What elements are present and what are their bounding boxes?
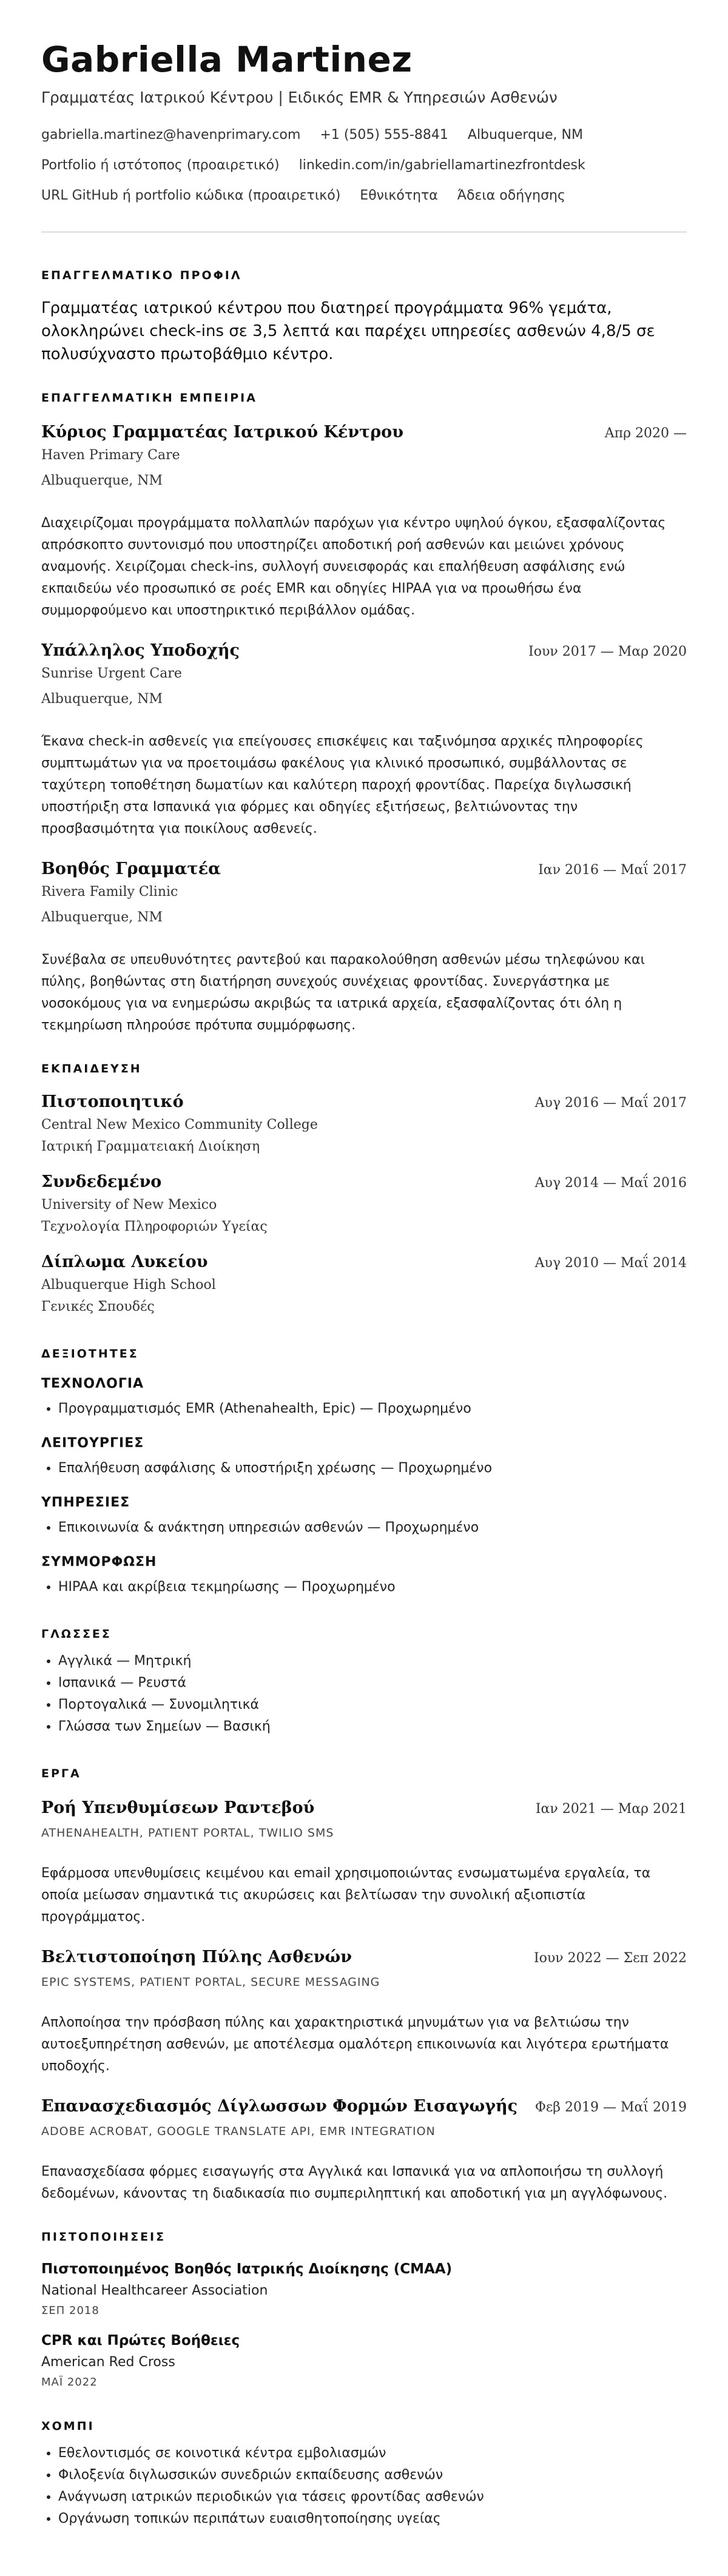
job-company: Haven Primary Care (41, 448, 180, 463)
skill-item: • HIPAA και ακρίβεια τεκμηρίωσης — Προχωρημένο (58, 1576, 687, 1598)
contact-row-extra (41, 187, 687, 205)
education-entry-head (41, 1171, 687, 1193)
project-entry (41, 2096, 687, 2205)
education-entry-head (41, 1091, 687, 1113)
project-tech: EPIC SYSTEMS, PATIENT PORTAL, SECURE MESSAGING (41, 1976, 380, 1989)
language-list (41, 1650, 687, 1738)
skill-item: • Επαλήθευση ασφάλισης & υποστήριξη χρέωσης — Προχωρημένο (58, 1458, 687, 1479)
education-entry (41, 1171, 687, 1237)
linkedin-link[interactable]: linkedin.com/in/gabriellamartinezfrontdesk (298, 158, 585, 173)
certification-name: CPR και Πρώτες Βοήθειες (41, 2333, 240, 2349)
experience-entry (41, 640, 687, 840)
projects-title: ΕΡΓΑ (41, 1767, 81, 1780)
skill-category-title: ΤΕΧΝΟΛΟΓΙΑ (41, 1376, 144, 1391)
email-link[interactable]: gabriella.martinez@havenprimary.com (41, 127, 301, 143)
skill-item: • Επικοινωνία & ανάκτηση υπηρεσιών ασθενών — Προχωρημένο (58, 1517, 687, 1539)
certification-date: ΜΑΪ 2022 (41, 2376, 98, 2389)
project-name: Ροή Υπενθυμίσεων Ραντεβού (41, 1798, 315, 1817)
skill-category-title: ΣΥΜΜΟΡΦΩΣΗ (41, 1555, 157, 1570)
project-dates: Φεβ 2019 — Μαΐ 2019 (534, 2100, 687, 2115)
job-company: Sunrise Urgent Care (41, 666, 182, 681)
candidate-headline: Γραμματέας Ιατρικού Κέντρου | Ειδικός EMR & Υπηρεσιών Ασθενών (41, 89, 558, 106)
project-tech: ADOBE ACROBAT, GOOGLE TRANSLATE API, EMR INTEGRATION (41, 2125, 436, 2138)
job-description: Έκανα check-in ασθενείς για επείγουσες επισκέψεις και ταξινόμησα αρχικές πληροφορίες συμπτωμάτων για να προετοιμάσω φακέλους για κλινικό προσωπικό, συμβάλλοντας σε ταχύτερη τοποθέτηση δωματίων και καλύτερη παροχή φροντίδας. Παρείχα διγλωσσική υποστήριξη στα Ισπανικά για φόρμες και οδηγίες εξιτήσεως, βελτιώνοντας την προσβασιμότητα για ποικίλους ασθενείς. (41, 734, 644, 836)
certification-issuer: National Healthcareer Association (41, 2283, 268, 2298)
skill-category-title: ΛΕΙΤΟΥΡΓΙΕΣ (41, 1436, 144, 1451)
project-entry-head (41, 1946, 687, 1968)
hobbies-section (41, 2418, 687, 2530)
experience-entry (41, 422, 687, 622)
job-title: Κύριος Γραμματέας Ιατρικού Κέντρου (41, 423, 403, 442)
experience-title: ΕΠΑΓΓΕΛΜΑΤΙΚΗ ΕΜΠΕΙΡΙΑ (41, 391, 257, 405)
resume-header (41, 38, 687, 205)
language-item: • Αγγλικά — Μητρική (58, 1650, 687, 1672)
hobby-item: • Ανάγνωση ιατρικών περιοδικών για τάσεις φροντίδας ασθενών (58, 2486, 687, 2508)
education-entry-head (41, 1251, 687, 1273)
hobby-item: • Οργάνωση τοπικών περιπάτων ευαισθητοποίησης υγείας (58, 2508, 687, 2530)
hobby-list (41, 2443, 687, 2530)
certifications-section (41, 2229, 687, 2390)
profile-summary: Γραμματέας ιατρικού κέντρου που διατηρεί προγράμματα 96% γεμάτα, ολοκληρώνει check-ins σε 3,5 λεπτά και παρέχει υπηρεσίες ασθενών 4,8/5 σε πολυσύχναστο πρωτοβάθμιο κέντρο. (41, 299, 655, 363)
job-location: Albuquerque, NM (41, 910, 163, 925)
job-description: Διαχειρίζομαι προγράμματα πολλαπλών παρόχων για κέντρο υψηλού όγκου, εξασφαλίζοντας απρόσκοπτο συντονισμό που υποστηρίζει αποδοτική ροή ασθενών και μειώνει χρόνους αναμονής. Χειρίζομαι check-ins, συλλογή συνεισφοράς και επαλήθευση ασφάλισης ενώ εκπαιδεύω νέο προσωπικό σε ροές EMR και οδηγίες HIPAA για να προωθήσω ένα συμμορφούμενο και υποστηρικτικό περιβάλλον ομάδας. (41, 516, 666, 618)
job-title: Υπάλληλος Υποδοχής (41, 641, 240, 660)
school-name: Central New Mexico Community College (41, 1117, 318, 1132)
certification-date: ΣΕΠ 2018 (41, 2304, 99, 2317)
languages-section (41, 1626, 687, 1738)
skill-list (41, 1517, 687, 1539)
project-entry-head (41, 1797, 687, 1819)
job-dates: Ιαν 2016 — Μαΐ 2017 (538, 863, 687, 878)
project-dates: Ιουν 2022 — Σεπ 2022 (533, 1951, 687, 1966)
project-name: Βελτιστοποίηση Πύλης Ασθενών (41, 1948, 352, 1966)
job-description: Συνέβαλα σε υπευθυνότητες ραντεβού και παρακολούθηση ασθενών μέσω τηλεφώνου και πύλης, βοηθώντας στη διατήρηση συνεχούς συνέχειας φροντίδας. Συνεργάστηκα με νοσοκόμους για να ενημερώσω ακριβώς τα ιατρικά αρχεία, εξασφαλίζοντας ότι όλη η τεκμηρίωση πληρούσε πρότυπα συμμόρφωσης. (41, 952, 645, 1033)
certification-name: Πιστοποιημένος Βοηθός Ιατρικής Διοίκησης (CMAA) (41, 2261, 453, 2277)
language-item: • Γλώσσα των Σημείων — Βασική (58, 1716, 687, 1738)
degree-title: Πιστοποιητικό (41, 1092, 184, 1111)
education-dates: Αυγ 2016 — Μαΐ 2017 (534, 1095, 687, 1111)
skill-item: • Προγραμματισμός EMR (Athenahealth, Epic) — Προχωρημένο (58, 1398, 687, 1420)
job-location: Albuquerque, NM (41, 473, 163, 488)
skill-category-title: ΥΠΗΡΕΣΙΕΣ (41, 1495, 130, 1510)
skill-list (41, 1398, 687, 1420)
skill-list (41, 1458, 687, 1479)
profile-title: ΕΠΑΓΓΕΛΜΑΤΙΚΟ ΠΡΟΦΙΛ (41, 269, 242, 282)
education-title: ΕΚΠΑΙΔΕΥΣΗ (41, 1062, 142, 1075)
degree-title: Δίπλωμα Λυκείου (41, 1253, 208, 1271)
education-dates: Αυγ 2014 — Μαΐ 2016 (534, 1175, 687, 1191)
project-tech: ATHENAHEALTH, PATIENT PORTAL, TWILIO SMS (41, 1826, 334, 1840)
skills-section (41, 1346, 687, 1598)
language-item: • Πορτογαλικά — Συνομιλητικά (58, 1694, 687, 1716)
candidate-name: Gabriella Martinez (41, 39, 413, 80)
language-item: • Ισπανικά — Ρευστά (58, 1672, 687, 1694)
experience-entry-head (41, 858, 687, 880)
degree-title: Συνδεδεμένο (41, 1172, 162, 1191)
education-entry (41, 1251, 687, 1317)
location-text: Albuquerque, NM (467, 127, 583, 143)
study-field: Ιατρική Γραμματειακή Διοίκηση (41, 1139, 260, 1154)
study-field: Γενικές Σπουδές (41, 1299, 155, 1314)
job-company: Rivera Family Clinic (41, 884, 178, 900)
experience-entry-head (41, 640, 687, 662)
education-section (41, 1061, 687, 1317)
project-entry (41, 1946, 687, 2077)
project-description: Επανασχεδίασα φόρμες εισαγωγής στα Αγγλικά και Ισπανικά για να απλοποιήσω τη συλλογή δεδομένων, κάνοντας τη διαδικασία πιο συμπεριληπτική και αποδοτική για μη αγγλόφωνους. (41, 2164, 668, 2201)
license-text: Άδεια οδήγησης (457, 188, 565, 203)
job-dates: Απρ 2020 — (604, 426, 687, 441)
hobby-item: • Φιλοξενία διγλωσσικών συνεδριών εκπαίδευσης ασθενών (58, 2464, 687, 2486)
certifications-title: ΠΙΣΤΟΠΟΙΗΣΕΙΣ (41, 2230, 166, 2244)
hobby-item: • Εθελοντισμός σε κοινοτικά κέντρα εμβολιασμών (58, 2443, 687, 2464)
project-name: Επανασχεδιασμός Δίγλωσσων Φορμών Εισαγωγής (41, 2097, 518, 2116)
hobbies-title: ΧΟΜΠΙ (41, 2420, 95, 2433)
study-field: Τεχνολογία Πληροφοριών Υγείας (41, 1219, 268, 1234)
job-location: Albuquerque, NM (41, 691, 163, 707)
contact-row-links (41, 156, 687, 175)
github-link[interactable]: URL GitHub ή portfolio κώδικα (προαιρετικό) (41, 188, 341, 203)
contact-row-primary (41, 126, 687, 144)
project-entry (41, 1797, 687, 1928)
skills-title: ΔΕΞΙΟΤΗΤΕΣ (41, 1347, 139, 1360)
project-description: Εφάρμοσα υπενθυμίσεις κειμένου και email χρησιμοποιώντας ενσωματωμένα εργαλεία, τα οποία μείωσαν σημαντικά τις ακυρώσεις και βελτίωσαν την συνολική αξιοπιστία προγράμματος. (41, 1866, 651, 1925)
experience-section (41, 390, 687, 1037)
education-dates: Αυγ 2010 — Μαΐ 2014 (534, 1256, 687, 1271)
languages-title: ΓΛΩΣΣΕΣ (41, 1627, 112, 1641)
certification-entry (41, 2259, 687, 2319)
profile-section (41, 267, 687, 366)
job-title: Βοηθός Γραμματέα (41, 859, 221, 878)
job-dates: Ιουν 2017 — Μαρ 2020 (528, 644, 687, 659)
experience-entry-head (41, 422, 687, 443)
school-name: Albuquerque High School (41, 1277, 216, 1293)
projects-section (41, 1766, 687, 2205)
education-entry (41, 1091, 687, 1157)
portfolio-link[interactable]: Portfolio ή ιστότοπος (προαιρετικό) (41, 158, 280, 173)
experience-entry (41, 858, 687, 1037)
project-description: Απλοποίησα την πρόσβαση πύλης και χαρακτηριστικά μηνυμάτων για να βελτιώσω την αυτοεξυπηρέτηση ασθενών, με αποτέλεσμα ομαλότερη επικοινωνία και λιγότερα ερωτήματα υποδοχής. (41, 2015, 669, 2074)
phone-number: +1 (505) 555-8841 (320, 127, 448, 143)
certification-issuer: American Red Cross (41, 2355, 175, 2370)
project-entry-head (41, 2096, 687, 2117)
project-dates: Ιαν 2021 — Μαρ 2021 (535, 1801, 687, 1817)
certification-entry (41, 2331, 687, 2390)
school-name: University of New Mexico (41, 1197, 217, 1212)
skill-list (41, 1576, 687, 1598)
nationality-text: Εθνικότητα (360, 188, 438, 203)
